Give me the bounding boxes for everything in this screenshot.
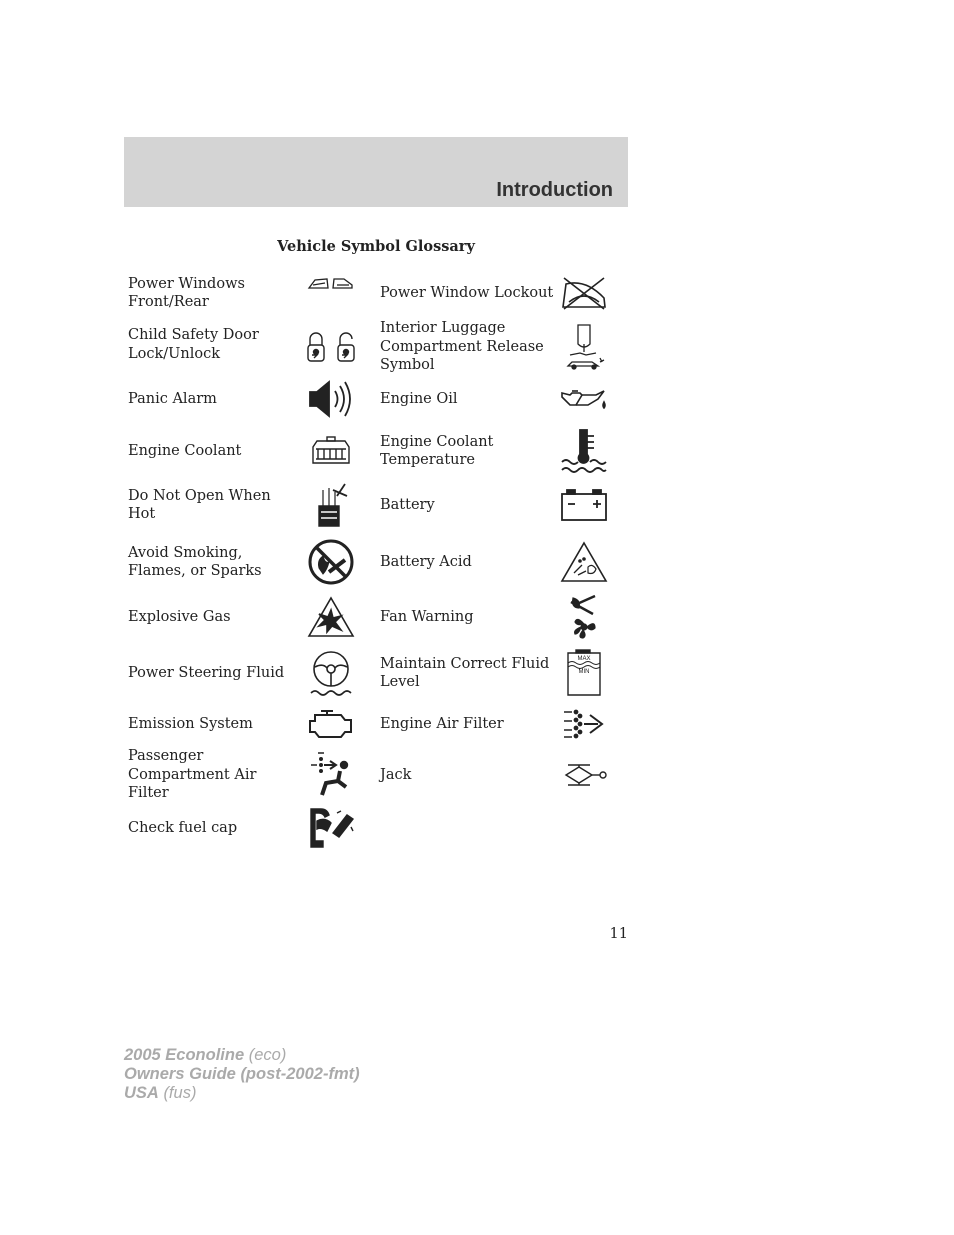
fluid-max-text: MAX: [577, 656, 591, 662]
symbol-label: Power Window Lockout: [380, 284, 554, 301]
engine-icon: [306, 706, 356, 742]
air-filter-icon: [558, 706, 610, 742]
fan-warning-icon: [558, 594, 610, 640]
symbol-label: Battery Acid: [380, 553, 472, 570]
luggage-release-icon: [558, 318, 610, 376]
symbol-label: Check fuel cap: [128, 819, 238, 836]
symbol-label: Interior Luggage Compartment Release Symbol: [380, 320, 544, 374]
symbol-label: Child Safety Door Lock/Unlock: [128, 327, 259, 362]
symbol-label: Engine Coolant: [128, 442, 242, 459]
battery-acid-warning-icon: [558, 534, 610, 590]
document-footer: [124, 1046, 360, 1103]
glossary-row: [124, 806, 628, 850]
speaker-icon: [306, 378, 356, 420]
battery-icon: [558, 480, 610, 530]
glossary-row: [124, 594, 628, 640]
symbol-label: Power Windows Front/Rear: [128, 275, 245, 310]
fluid-level-icon: [558, 648, 610, 698]
no-smoking-icon: [306, 534, 356, 590]
footer-guide: Owners Guide (post-2002-fmt): [124, 1065, 360, 1083]
child-safety-lock-icon: [306, 318, 356, 376]
symbol-label: Engine Oil: [380, 390, 458, 407]
jack-icon: [558, 750, 610, 812]
symbol-label: Battery: [380, 496, 435, 513]
page-number: 11: [609, 926, 628, 942]
thermometer-icon: [558, 428, 610, 474]
fluid-min-text: MIN: [578, 669, 590, 675]
symbol-label: Jack: [380, 766, 412, 783]
glossary-row: [124, 706, 628, 742]
footer-model: 2005 Econoline: [124, 1046, 245, 1064]
coolant-reservoir-icon: [306, 428, 356, 474]
glossary-row: [124, 318, 628, 376]
glossary-row: [124, 272, 628, 314]
explosive-gas-icon: [306, 594, 356, 640]
footer-model-code: (eco): [248, 1046, 287, 1064]
section-title: Introduction: [496, 179, 613, 201]
power-window-lockout-icon: [558, 272, 610, 314]
footer-line: [124, 1046, 360, 1065]
glossary-row: [124, 378, 628, 420]
oil-can-icon: [558, 378, 610, 420]
glossary-row: [124, 428, 628, 474]
do-not-open-hot-icon: [306, 480, 356, 530]
footer-market-code: (fus): [163, 1084, 197, 1102]
symbol-label: Avoid Smoking, Flames, or Sparks: [128, 544, 262, 579]
symbol-label: Do Not Open When Hot: [128, 487, 271, 522]
glossary-row: [124, 648, 628, 698]
glossary-row: [124, 480, 628, 530]
symbol-label: Explosive Gas: [128, 608, 231, 625]
symbol-label: Passenger Compartment Air Filter: [128, 748, 257, 802]
footer-line: [124, 1065, 360, 1084]
symbol-label: Engine Air Filter: [380, 715, 504, 732]
glossary-title: Vehicle Symbol Glossary: [277, 238, 475, 255]
symbol-label: Emission System: [128, 715, 253, 732]
symbol-label: Engine Coolant Temperature: [380, 433, 494, 468]
cabin-air-filter-icon: [306, 750, 356, 800]
glossary-row: [124, 534, 628, 590]
fuel-cap-icon: [306, 806, 356, 850]
symbol-label: Panic Alarm: [128, 390, 217, 407]
symbol-label: Maintain Correct Fluid Level: [380, 655, 550, 690]
symbol-label: Fan Warning: [380, 608, 474, 625]
footer-market: USA: [124, 1084, 159, 1102]
power-windows-icon: [306, 272, 356, 318]
steering-wheel-icon: [306, 648, 356, 698]
footer-line: [124, 1084, 360, 1103]
glossary-row: [124, 750, 628, 800]
header-band: [124, 137, 628, 207]
symbol-label: Power Steering Fluid: [128, 664, 285, 681]
